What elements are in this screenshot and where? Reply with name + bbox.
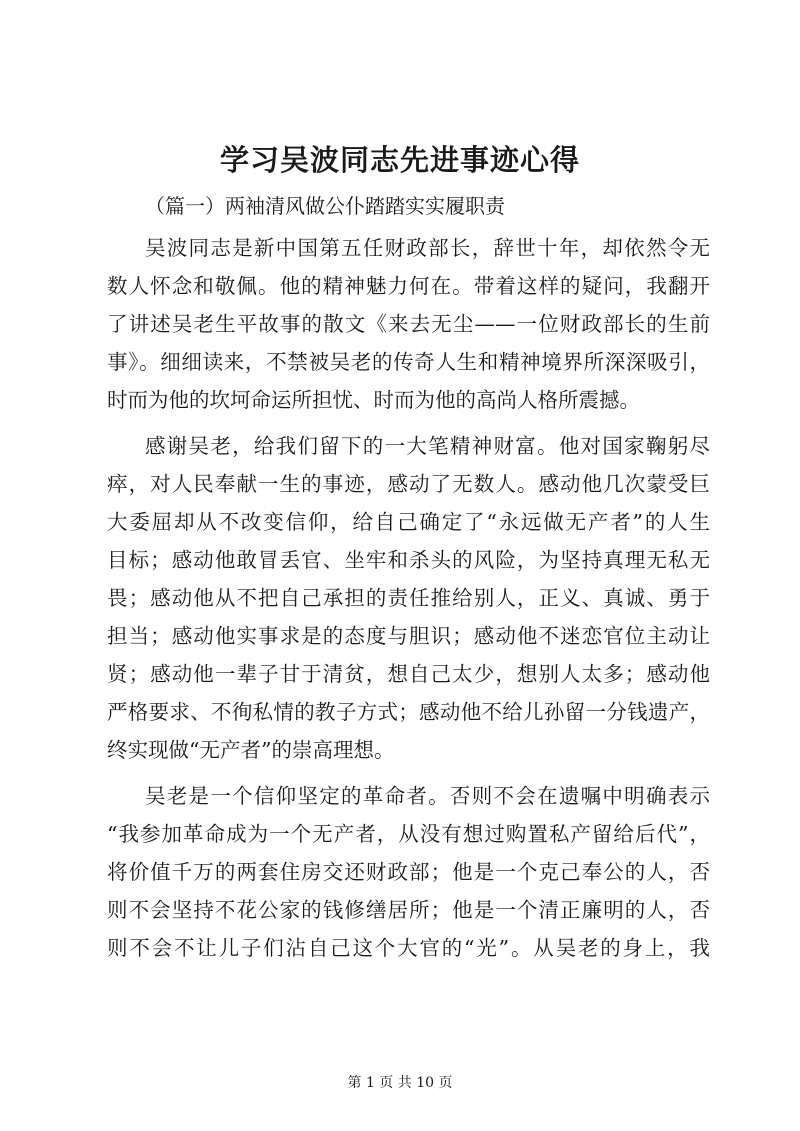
paragraph-3-line-1: 吴老是一个信仰坚定的革命者。否则不会在遗嘱中明确表示 [145, 784, 710, 808]
paragraph-3-line-5: 则不会不让儿子们沾自己这个大官的“光”。从吴老的身上，我 [107, 936, 710, 960]
paragraph-1-line-2: 数人怀念和敬佩。他的精神魅力何在。带着这样的疑问，我翻开 [107, 274, 710, 298]
paragraph-3-line-4: 则不会坚持不花公家的钱修缮居所；他是一个清正廉明的人，否 [107, 898, 710, 922]
paragraph-1-line-4: 事》。细细读来，不禁被吴老的传奇人生和精神境界所深深吸引， [107, 350, 710, 374]
paragraph-3-line-2: “我参加革命成为一个无产者，从没有想过购置私产留给后代”， [107, 822, 710, 846]
paragraph-3-line-3: 将价值千万的两套住房交还财政部；他是一个克己奉公的人，否 [107, 860, 710, 884]
paragraph-2-line-7: 贤；感动他一辈子甘于清贫，想自己太少，想别人太多；感动他 [107, 662, 710, 686]
paragraph-1-line-3: 了讲述吴老生平故事的散文《来去无尘——一位财政部长的生前 [107, 312, 710, 336]
paragraph-2-line-6: 担当；感动他实事求是的态度与胆识；感动他不迷恋官位主动让 [107, 624, 710, 648]
paragraph-2-line-3: 大委屈却从不改变信仰，给自己确定了“永远做无产者”的人生 [107, 510, 710, 534]
document-subtitle: （篇一）两袖清风做公仆踏踏实实履职责 [145, 194, 505, 218]
paragraph-1-line-5: 时而为他的坎坷命运所担忧、时而为他的高尚人格所震撼。 [107, 388, 640, 412]
paragraph-2-line-5: 畏；感动他从不把自己承担的责任推给别人，正义、真诚、勇于 [107, 586, 710, 610]
paragraph-2-line-9: 终实现做“无产者”的崇高理想。 [107, 738, 395, 762]
paragraph-2-line-1: 感谢吴老，给我们留下的一大笔精神财富。他对国家鞠躬尽 [145, 434, 710, 458]
paragraph-1-line-1: 吴波同志是新中国第五任财政部长，辞世十年，却依然令无 [145, 236, 710, 260]
paragraph-2-line-8: 严格要求、不徇私情的教子方式；感动他不给儿孙留一分钱遗产， [107, 700, 710, 724]
page-footer: 第 1 页 共 10 页 [347, 1075, 453, 1091]
paragraph-2-line-2: 瘁，对人民奉献一生的事迹，感动了无数人。感动他几次蒙受巨 [107, 472, 710, 496]
paragraph-2-line-4: 目标；感动他敢冒丢官、坐牢和杀头的风险，为坚持真理无私无 [107, 548, 710, 572]
document-title: 学习吴波同志先进事迹心得 [219, 143, 580, 177]
